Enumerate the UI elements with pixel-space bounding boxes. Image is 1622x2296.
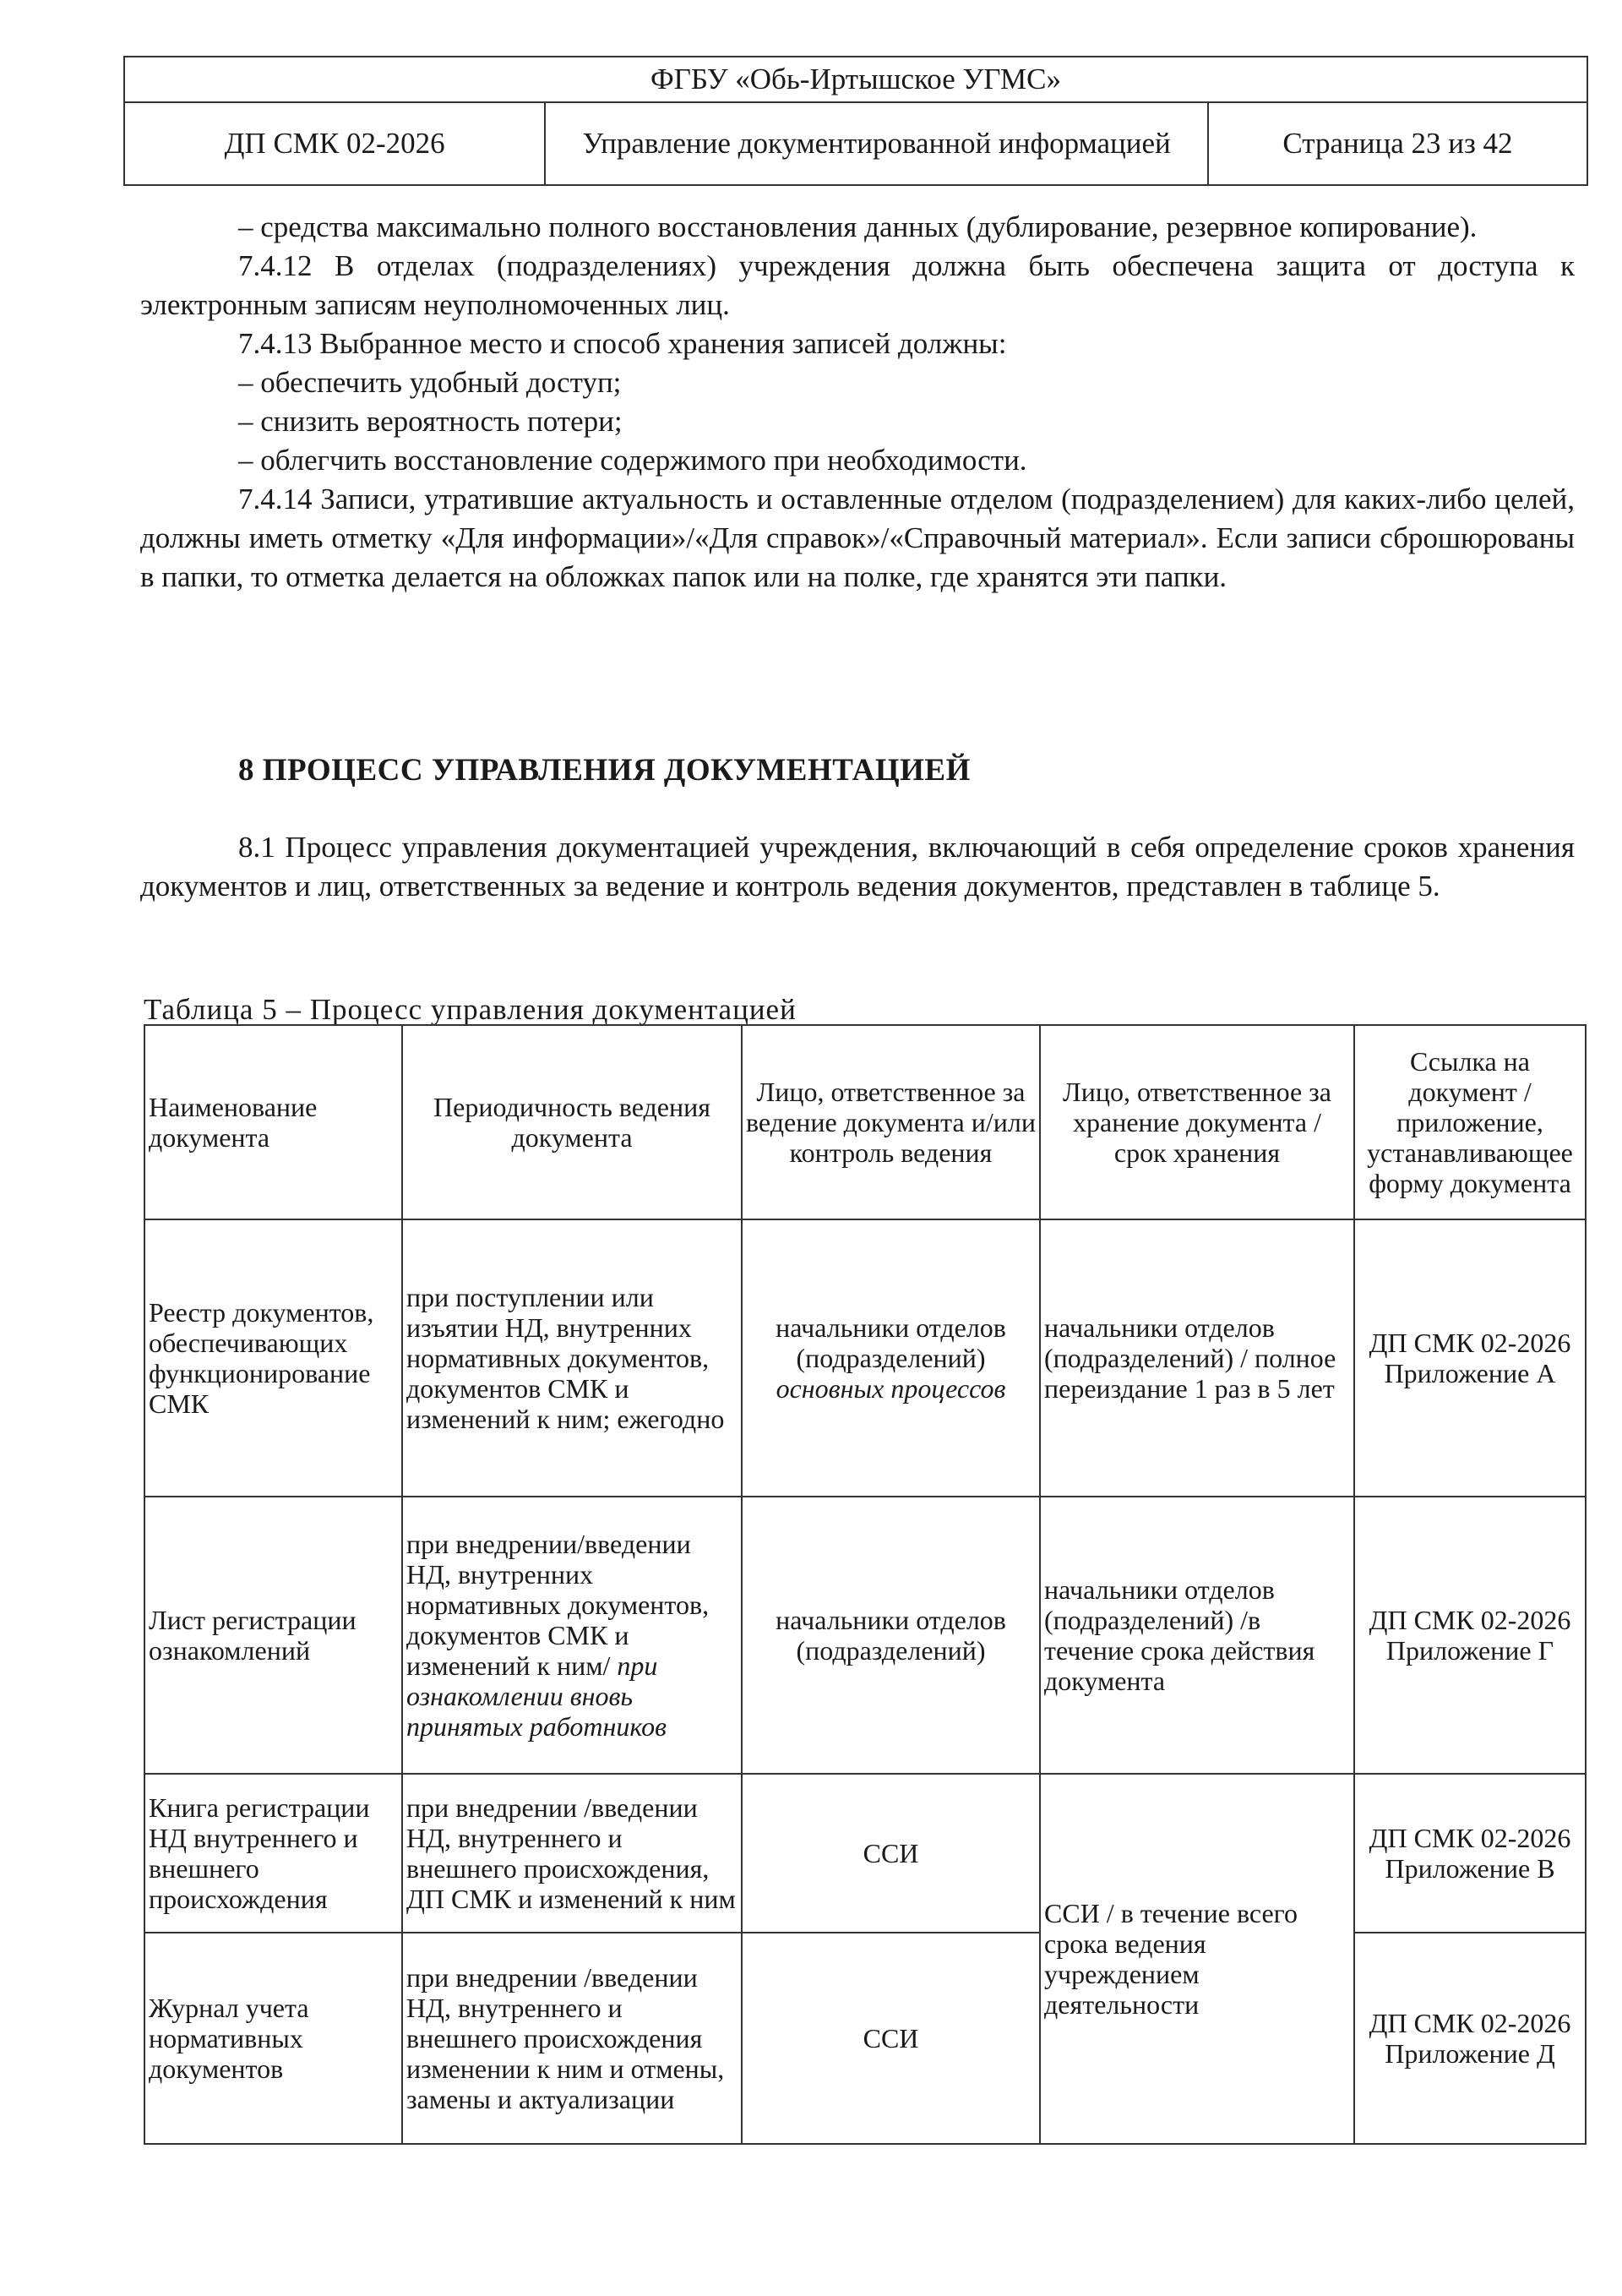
table-row — [144, 1774, 1586, 1933]
cell-responsible: ССИ — [742, 1933, 1040, 2144]
list-item: – обеспечить удобный доступ; — [238, 366, 622, 399]
document-header — [123, 56, 1588, 186]
table-row — [144, 1497, 1586, 1774]
column-header: Лицо, ответственное за ведение документа и/или контроль ведения — [742, 1025, 1040, 1219]
paragraph-7-4-12: 7.4.12 В отделах (подразделениях) учреждения должна быть обеспечена защита от доступа к электронным записям неуполномоченных лиц. — [140, 249, 1575, 321]
column-header: Наименование документа — [144, 1025, 402, 1219]
cell-storage: начальники отделов (подразделений) / полное переиздание 1 раз в 5 лет — [1040, 1219, 1354, 1497]
cell-name: Книга регистрации НД внутреннего и внешнего происхождения — [144, 1774, 402, 1933]
cell-period: при внедрении /введении НД, внутреннего и внешнего происхождения изменении к ним и отмены, замены и актуализации — [402, 1933, 742, 2144]
document-code: ДП СМК 02-2026 — [124, 102, 545, 185]
paragraph-7-4-14: 7.4.14 Записи, утратившие актуальность и оставленные отделом (подразделением) для каких-либо целей, должны иметь отметку «Для информации»/«Для справок»/«Справочный материал». Если записи сброшюрованы в папки, то отметка делается на обложках папок или на полке, где хранятся эти папки. — [140, 483, 1575, 593]
section-heading: 8 ПРОЦЕСС УПРАВЛЕНИЯ ДОКУМЕНТАЦИЕЙ — [238, 753, 971, 788]
responsible-text: начальники отделов (подразделений) — [776, 1312, 1006, 1373]
page-number: Страница 23 из 42 — [1208, 102, 1587, 185]
cell-period: при внедрении /введении НД, внутреннего и внешнего происхождения, ДП СМК и изменений к ним — [402, 1774, 742, 1933]
cell-period — [402, 1497, 742, 1774]
paragraph-backup: – средства максимально полного восстановления данных (дублирование, резервное копирование). — [238, 210, 1478, 243]
list-item: – снизить вероятность потери; — [238, 405, 623, 438]
cell-reference: ДП СМК 02-2026 Приложение Д — [1354, 1933, 1586, 2144]
cell-storage: ССИ / в течение всего срока ведения учреждением деятельности — [1040, 1774, 1354, 2144]
table-row — [144, 1219, 1586, 1497]
document-title: Управление документированной информацией — [545, 102, 1208, 185]
cell-name: Реестр документов, обеспечивающих функционирование СМК — [144, 1219, 402, 1497]
organization-name: ФГБУ «Обь-Иртышское УГМС» — [124, 57, 1587, 102]
body-text-section-8 — [140, 828, 1575, 906]
table-header-row — [144, 1025, 1586, 1219]
list-item: – облегчить восстановление содержимого при необходимости. — [238, 444, 1027, 477]
cell-responsible: начальники отделов (подразделений) — [742, 1497, 1040, 1774]
cell-responsible — [742, 1219, 1040, 1497]
column-header: Лицо, ответственное за хранение документа / срок хранения — [1040, 1025, 1354, 1219]
period-italic-text: при ознакомлении вновь принятых работников — [406, 1650, 667, 1742]
cell-storage: начальники отделов (подразделений) /в течение срока действия документа — [1040, 1497, 1354, 1774]
cell-period: при поступлении или изъятии НД, внутренних нормативных документов, документов СМК и изменений к ним; ежегодно — [402, 1219, 742, 1497]
cell-name: Журнал учета нормативных документов — [144, 1933, 402, 2144]
cell-name: Лист регистрации ознакомлений — [144, 1497, 402, 1774]
paragraph-8-1: 8.1 Процесс управления документацией учреждения, включающий в себя определение сроков хранения документов и лиц, ответственных за ведение и контроль ведения документов, представлен в таблице 5. — [140, 831, 1575, 903]
cell-reference: ДП СМК 02-2026 Приложение Г — [1354, 1497, 1586, 1774]
body-text — [140, 208, 1575, 597]
process-table — [144, 1024, 1587, 2145]
column-header: Ссылка на документ / приложение, устанавливающее форму документа — [1354, 1025, 1586, 1219]
table-caption: Таблица 5 – Процесс управления документацией — [144, 993, 797, 1026]
cell-reference: ДП СМК 02-2026 Приложение В — [1354, 1774, 1586, 1933]
cell-responsible: ССИ — [742, 1774, 1040, 1933]
period-text: при внедрении/введении НД, внутренних нормативных документов, документов СМК и изменений к ним/ — [406, 1529, 710, 1681]
paragraph-7-4-13: 7.4.13 Выбранное место и способ хранения записей должны: — [238, 327, 1007, 360]
column-header: Периодичность ведения документа — [402, 1025, 742, 1219]
cell-reference: ДП СМК 02-2026 Приложение А — [1354, 1219, 1586, 1497]
responsible-italic-text: основных процессов — [776, 1373, 1006, 1404]
table-row — [144, 1933, 1586, 2144]
